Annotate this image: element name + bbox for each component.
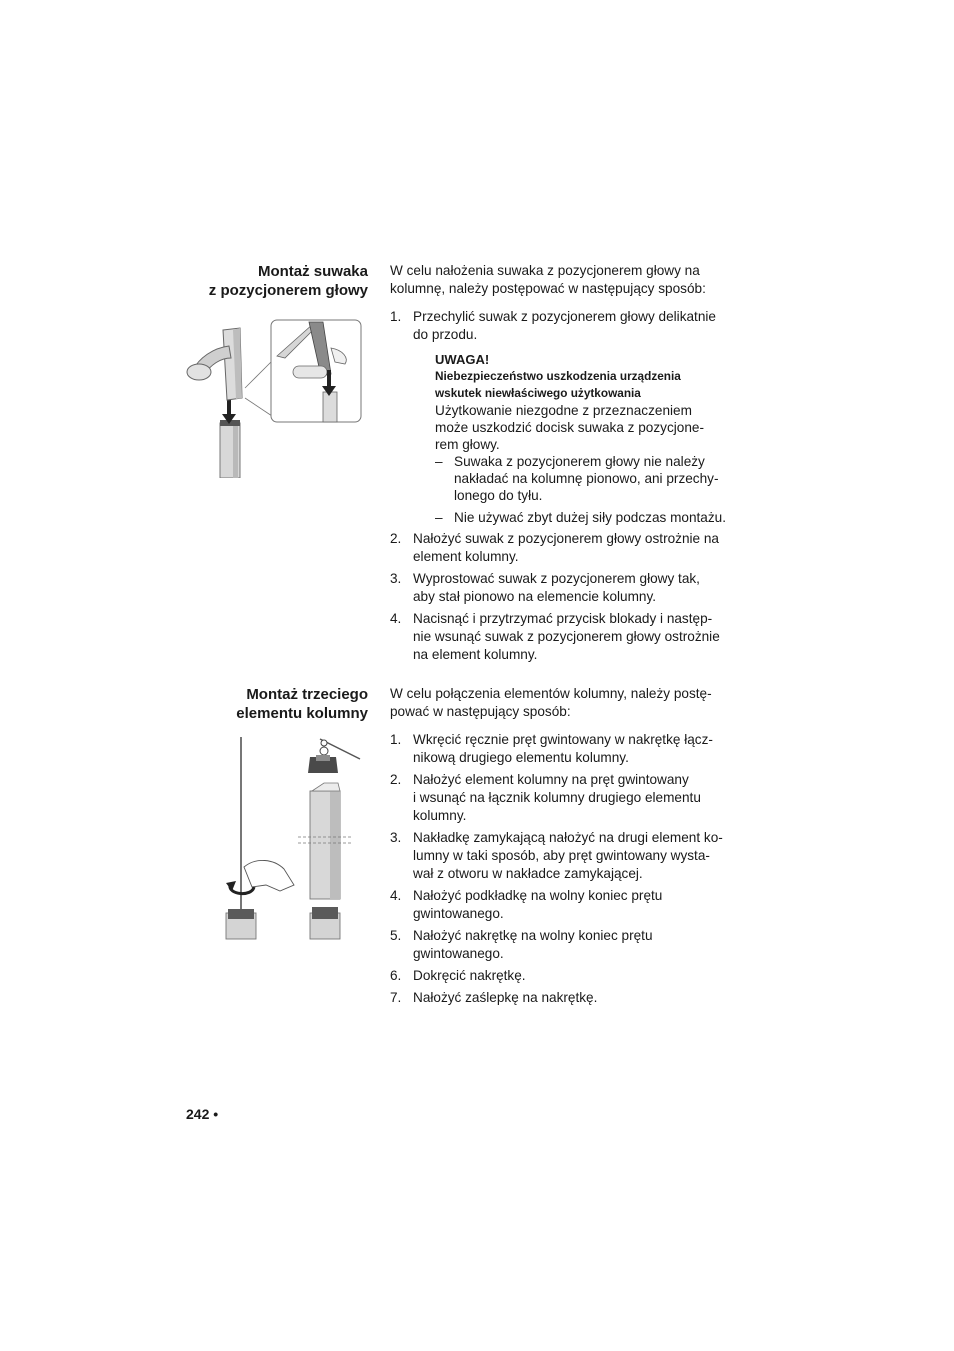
section-body-third-column-element bbox=[390, 685, 740, 1007]
warning-title: UWAGA! bbox=[435, 352, 490, 367]
warning-bullet: – Nie używać zbyt dużej siły podczas montażu. bbox=[435, 510, 726, 525]
step-item: 3. Wyprostować suwak z pozycjonerem głowy tak, aby stał pionowo na elemencie kolumny. bbox=[390, 571, 700, 604]
intro-text: W celu nałożenia suwaka z pozycjonerem głowy na kolumnę, należy postępować w następujący sposób: bbox=[390, 263, 706, 296]
step-item: 2. Nałożyć element kolumny na pręt gwintowany i wsunąć na łącznik kolumny drugiego elementu kolumny. bbox=[390, 772, 701, 823]
heading-line: Montaż suwaka bbox=[257, 263, 368, 280]
step-list bbox=[390, 308, 740, 344]
step-item: 1. Przechylić suwak z pozycjonerem głowy delikatnie do przodu. bbox=[390, 309, 716, 342]
heading-line: elementu kolumny bbox=[236, 705, 368, 722]
step-item: 6. Dokręcić nakrętkę. bbox=[390, 968, 526, 983]
section-heading-third-column-element bbox=[168, 685, 368, 723]
intro-text: W celu połączenia elementów kolumny, należy postę- pować w następujący sposób: bbox=[390, 686, 712, 719]
step-item: 7. Nałożyć zaślepkę na nakrętkę. bbox=[390, 990, 598, 1005]
column-assembly-illustration bbox=[222, 735, 362, 940]
page-number: 242 • bbox=[186, 1106, 219, 1122]
warning-bullet: – Suwaka z pozycjonerem głowy nie należy nakładać na kolumnę pionowo, ani przechy- lonego do tyłu. bbox=[435, 454, 719, 503]
step-list bbox=[390, 731, 740, 1007]
warning-subtitle: Niebezpieczeństwo uszkodzenia urządzenia wskutek niewłaściwego użytkowania bbox=[435, 369, 681, 400]
slider-mount-illustration bbox=[185, 318, 365, 478]
heading-line: Montaż trzeciego bbox=[246, 686, 368, 703]
warning-list bbox=[435, 453, 735, 526]
step-item: 4. Nacisnąć i przytrzymać przycisk blokady i następ- nie wsunąć suwak z pozycjonerem głowy ostrożnie na element kolumny. bbox=[390, 611, 720, 662]
section-body-slider-mount-cont bbox=[390, 530, 740, 664]
step-item: 2. Nałożyć suwak z pozycjonerem głowy ostrożnie na element kolumny. bbox=[390, 531, 719, 564]
section-body-slider-mount bbox=[390, 262, 740, 344]
warning-block bbox=[435, 351, 735, 526]
step-item: 3. Nakładkę zamykającą nałożyć na drugi element ko- lumny w taki sposób, aby pręt gwintowany wysta- wał z otworu w nakładce zamykającej. bbox=[390, 830, 723, 881]
step-item: 1. Wkręcić ręcznie pręt gwintowany w nakrętkę łącz- nikową drugiego elementu kolumny. bbox=[390, 732, 713, 765]
heading-line: z pozycjonerem głowy bbox=[208, 282, 368, 299]
step-list bbox=[390, 530, 740, 664]
step-item: 5. Nałożyć nakrętkę na wolny koniec prętu gwintowanego. bbox=[390, 928, 653, 961]
warning-text: Użytkowanie niezgodne z przeznaczeniem może uszkodzić docisk suwaka z pozycjone- rem głowy. bbox=[435, 403, 704, 452]
section-heading-slider-mount bbox=[168, 262, 368, 300]
step-item: 4. Nałożyć podkładkę na wolny koniec prętu gwintowanego. bbox=[390, 888, 663, 921]
